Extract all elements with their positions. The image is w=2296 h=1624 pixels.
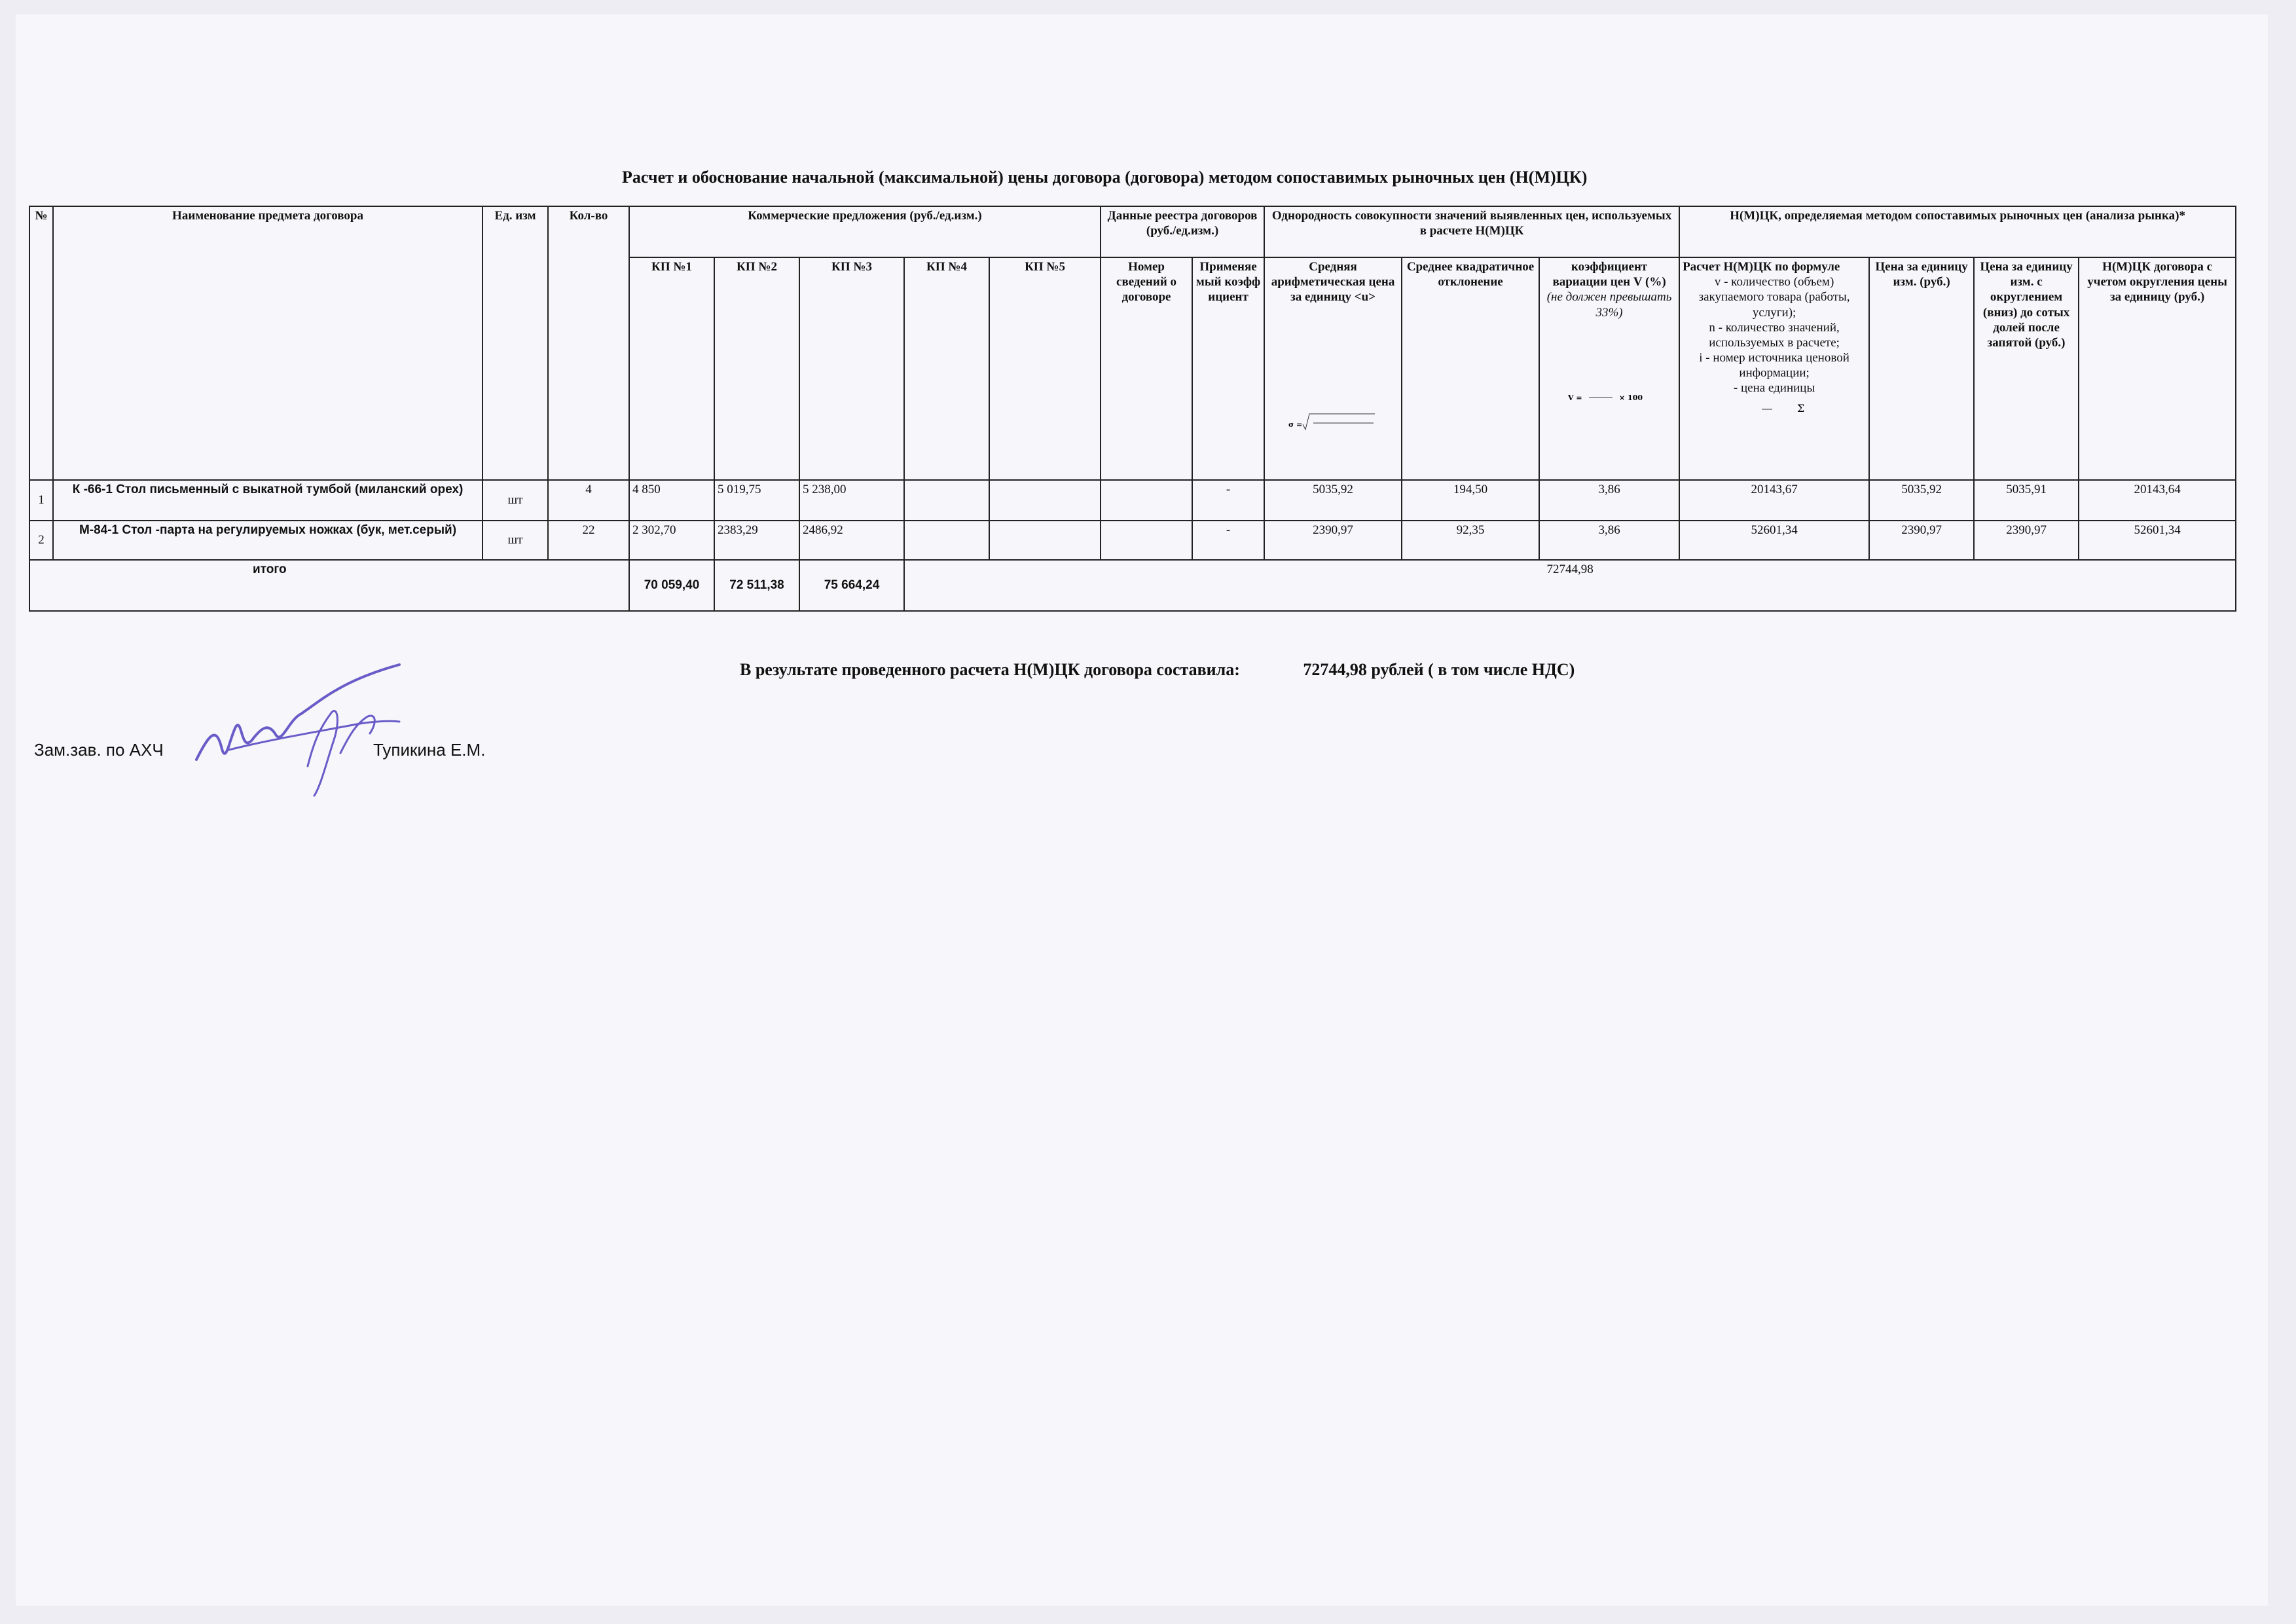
header-calculation-label: Расчет Н(М)ЦК по формуле bbox=[1683, 260, 1840, 274]
total-kp2: 72 511,38 bbox=[714, 560, 799, 611]
row-registry bbox=[1101, 521, 1192, 560]
row-kp4 bbox=[904, 521, 989, 560]
header-kp5: КП №5 bbox=[989, 257, 1101, 480]
row-unit: шт bbox=[483, 480, 548, 521]
handwritten-signature bbox=[190, 661, 412, 799]
row-coefficient: - bbox=[1192, 480, 1264, 521]
svg-text:Σ: Σ bbox=[1797, 401, 1805, 415]
row-calculation: 52601,34 bbox=[1679, 521, 1869, 560]
row-kp5 bbox=[989, 480, 1101, 521]
header-calculation-i: i - номер источника ценовой информации; bbox=[1699, 351, 1850, 380]
row-calculation: 20143,67 bbox=[1679, 480, 1869, 521]
header-kp4: КП №4 bbox=[904, 257, 989, 480]
row-stdev: 92,35 bbox=[1402, 521, 1539, 560]
row-coefficient: - bbox=[1192, 521, 1264, 560]
row-variation: 3,86 bbox=[1539, 480, 1679, 521]
header-variation-note: (не должен превышать 33%) bbox=[1546, 290, 1672, 320]
header-registry-group: Данные реестра договоров (руб./ед.изм.) bbox=[1101, 206, 1264, 257]
total-label: итого bbox=[29, 560, 629, 611]
row-qty: 4 bbox=[548, 480, 629, 521]
header-variation bbox=[1539, 257, 1679, 480]
header-calculation-v: v - количество (объем) закупаемого товара (работы, услуги); bbox=[1698, 275, 1850, 320]
row-nmck: 52601,34 bbox=[2079, 521, 2236, 560]
header-kp1: КП №1 bbox=[629, 257, 714, 480]
header-variation-label: коэффициент вариации цен V (%) bbox=[1552, 260, 1666, 289]
header-kp2: КП №2 bbox=[714, 257, 799, 480]
header-unit-price: Цена за единицу изм. (руб.) bbox=[1869, 257, 1974, 480]
price-calculation-table bbox=[29, 206, 2236, 612]
table-row bbox=[29, 480, 2236, 521]
row-kp2: 2383,29 bbox=[714, 521, 799, 560]
row-unit-price: 2390,97 bbox=[1869, 521, 1974, 560]
header-kp3: КП №3 bbox=[799, 257, 904, 480]
row-qty: 22 bbox=[548, 521, 629, 560]
row-kp3: 5 238,00 bbox=[799, 480, 904, 521]
header-qty: Кол-во bbox=[548, 206, 629, 480]
result-suffix: рублей ( в том числе НДС) bbox=[1371, 660, 1575, 679]
signature-name: Тупикина Е.М. bbox=[373, 740, 486, 760]
row-num: 1 bbox=[29, 480, 53, 521]
header-unit-price-rounded: Цена за единицу изм. с округлением (вниз) до сотых долей после запятой (руб.) bbox=[1974, 257, 2079, 480]
svg-text:V =: V = bbox=[1568, 393, 1582, 402]
header-registry-num: Номер сведений о договоре bbox=[1101, 257, 1192, 480]
header-calculation-q: - цена единицы bbox=[1733, 381, 1815, 396]
row-stdev: 194,50 bbox=[1402, 480, 1539, 521]
row-name: К -66-1 Стол письменный с выкатной тумбой (миланский орех) bbox=[53, 480, 483, 521]
result-text: В результате проведенного расчета Н(М)ЦК договора составила: bbox=[740, 660, 1240, 679]
signature-position: Зам.зав. по АХЧ bbox=[34, 740, 164, 760]
row-kp1: 2 302,70 bbox=[629, 521, 714, 560]
header-nmck-rounded: Н(М)ЦК договора с учетом округления цены за единицу (руб.) bbox=[2079, 257, 2236, 480]
row-kp3: 2486,92 bbox=[799, 521, 904, 560]
header-average-label: Средняя арифметическая цена за единицу <u> bbox=[1271, 260, 1395, 304]
total-row bbox=[29, 560, 2236, 611]
total-kp1: 70 059,40 bbox=[629, 560, 714, 611]
header-calculation bbox=[1679, 257, 1869, 480]
row-kp2: 5 019,75 bbox=[714, 480, 799, 521]
row-kp5 bbox=[989, 521, 1101, 560]
header-nmck-group: Н(М)ЦК, определяемая методом сопоставимых рыночных цен (анализа рынка)* bbox=[1679, 206, 2236, 257]
svg-text:σ =: σ = bbox=[1288, 420, 1303, 429]
row-average: 2390,97 bbox=[1264, 521, 1402, 560]
header-unit: Ед. изм bbox=[483, 206, 548, 480]
row-unit-price-rounded: 2390,97 bbox=[1974, 521, 2079, 560]
row-variation: 3,86 bbox=[1539, 521, 1679, 560]
header-name: Наименование предмета договора bbox=[53, 206, 483, 480]
total-nmck: 72744,98 bbox=[904, 560, 2236, 611]
result-line bbox=[740, 660, 1575, 680]
header-stdev: Среднее квадратичное отклонение bbox=[1402, 257, 1539, 480]
header-num: № bbox=[29, 206, 53, 480]
svg-text:× 100: × 100 bbox=[1619, 393, 1643, 402]
header-offers-group: Коммерческие предложения (руб./ед.изм.) bbox=[629, 206, 1101, 257]
row-unit-price: 5035,92 bbox=[1869, 480, 1974, 521]
row-average: 5035,92 bbox=[1264, 480, 1402, 521]
row-name: М-84-1 Стол -парта на регулируемых ножках (бук, мет.серый) bbox=[53, 521, 483, 560]
row-registry bbox=[1101, 480, 1192, 521]
row-nmck: 20143,64 bbox=[2079, 480, 2236, 521]
stdev-formula-icon bbox=[1287, 410, 1379, 436]
header-average bbox=[1264, 257, 1402, 480]
nmck-formula-icon bbox=[1699, 399, 1850, 418]
document-title: Расчет и обоснование начальной (максимальной) цены договора (договора) методом сопоставимых рыночных цен (Н(М)ЦК) bbox=[622, 168, 1588, 187]
table-row bbox=[29, 521, 2236, 560]
result-value: 72744,98 bbox=[1303, 660, 1367, 679]
row-kp4 bbox=[904, 480, 989, 521]
total-kp3: 75 664,24 bbox=[799, 560, 904, 611]
row-num: 2 bbox=[29, 521, 53, 560]
row-unit: шт bbox=[483, 521, 548, 560]
row-kp1: 4 850 bbox=[629, 480, 714, 521]
header-homogeneity-group: Однородность совокупности значений выявленных цен, используемых в расчете Н(М)ЦК bbox=[1264, 206, 1679, 257]
header-coefficient: Применяемый коэффициент bbox=[1192, 257, 1264, 480]
row-unit-price-rounded: 5035,91 bbox=[1974, 480, 2079, 521]
variation-formula-icon bbox=[1567, 386, 1652, 409]
header-calculation-n: n - количество значений, используемых в расчете; bbox=[1709, 320, 1840, 350]
